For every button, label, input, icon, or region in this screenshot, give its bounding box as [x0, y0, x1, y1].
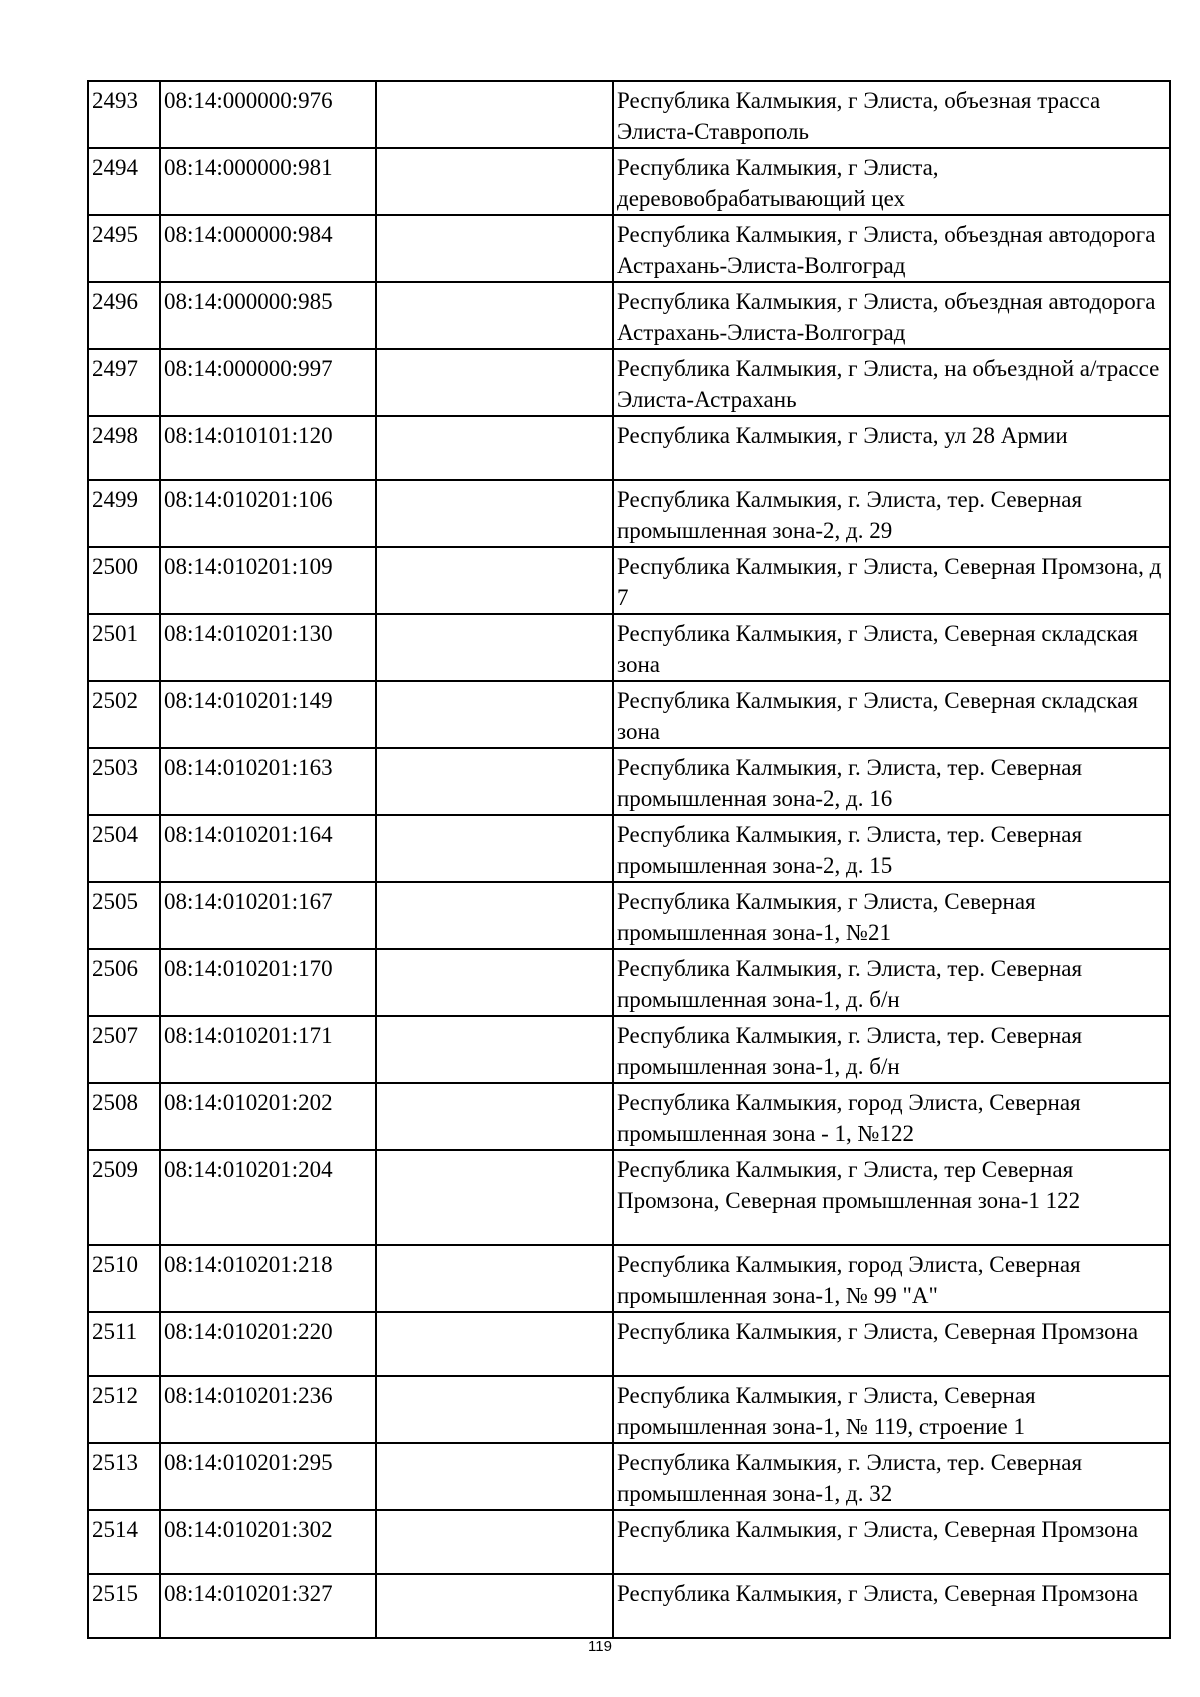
empty-cell — [376, 882, 613, 949]
cadastral-number-cell: 08:14:010201:171 — [160, 1016, 376, 1083]
cadastral-number-cell: 08:14:010201:202 — [160, 1083, 376, 1150]
address-cell: Республика Калмыкия, г Элиста, Северная Промзона, д 7 — [613, 547, 1170, 614]
address-cell: Республика Калмыкия, г. Элиста, тер. Северная промышленная зона-2, д. 16 — [613, 748, 1170, 815]
table-row — [88, 614, 1170, 681]
address-cell: Республика Калмыкия, г Элиста, на объездной а/трассе Элиста-Астрахань — [613, 349, 1170, 416]
row-number-cell: 2496 — [88, 282, 160, 349]
empty-cell — [376, 681, 613, 748]
table-row — [88, 416, 1170, 480]
row-number-cell: 2495 — [88, 215, 160, 282]
cadastral-number-cell: 08:14:010201:163 — [160, 748, 376, 815]
row-number-cell: 2505 — [88, 882, 160, 949]
cadastral-number-cell: 08:14:010201:149 — [160, 681, 376, 748]
row-number-cell: 2509 — [88, 1150, 160, 1245]
cadastral-number-cell: 08:14:010201:106 — [160, 480, 376, 547]
table-row — [88, 547, 1170, 614]
row-number-cell: 2499 — [88, 480, 160, 547]
address-cell: Республика Калмыкия, г. Элиста, тер. Северная промышленная зона-1, д. б/н — [613, 1016, 1170, 1083]
row-number-cell: 2501 — [88, 614, 160, 681]
address-cell: Республика Калмыкия, г Элиста, Северная складская зона — [613, 614, 1170, 681]
table-row — [88, 1312, 1170, 1376]
address-cell: Республика Калмыкия, г. Элиста, тер. Северная промышленная зона-2, д. 29 — [613, 480, 1170, 547]
cadastral-number-cell: 08:14:010201:327 — [160, 1574, 376, 1638]
empty-cell — [376, 282, 613, 349]
address-cell: Республика Калмыкия, г Элиста, Северная Промзона — [613, 1312, 1170, 1376]
table-row — [88, 1150, 1170, 1245]
table-row — [88, 148, 1170, 215]
cadastral-number-cell: 08:14:010201:109 — [160, 547, 376, 614]
table-row — [88, 1376, 1170, 1443]
cadastral-number-cell: 08:14:010201:218 — [160, 1245, 376, 1312]
table-row — [88, 1443, 1170, 1510]
table-row — [88, 1245, 1170, 1312]
cadastral-number-cell: 08:14:010101:120 — [160, 416, 376, 480]
empty-cell — [376, 1083, 613, 1150]
cadastral-number-cell: 08:14:000000:984 — [160, 215, 376, 282]
table-row — [88, 1510, 1170, 1574]
row-number-cell: 2513 — [88, 1443, 160, 1510]
table-row — [88, 349, 1170, 416]
cadastral-number-cell: 08:14:010201:236 — [160, 1376, 376, 1443]
row-number-cell: 2508 — [88, 1083, 160, 1150]
empty-cell — [376, 1443, 613, 1510]
row-number-cell: 2514 — [88, 1510, 160, 1574]
table-row — [88, 882, 1170, 949]
address-cell: Республика Калмыкия, г Элиста, объездная автодорога Астрахань-Элиста-Волгоград — [613, 215, 1170, 282]
table-row — [88, 681, 1170, 748]
empty-cell — [376, 748, 613, 815]
empty-cell — [376, 81, 613, 148]
address-cell: Республика Калмыкия, г. Элиста, тер. Северная промышленная зона-2, д. 15 — [613, 815, 1170, 882]
row-number-cell: 2511 — [88, 1312, 160, 1376]
empty-cell — [376, 148, 613, 215]
cadastral-number-cell: 08:14:010201:167 — [160, 882, 376, 949]
row-number-cell: 2512 — [88, 1376, 160, 1443]
empty-cell — [376, 949, 613, 1016]
table-row — [88, 282, 1170, 349]
cadastral-number-cell: 08:14:010201:130 — [160, 614, 376, 681]
empty-cell — [376, 215, 613, 282]
table-row — [88, 1083, 1170, 1150]
cadastral-number-cell: 08:14:000000:985 — [160, 282, 376, 349]
address-cell: Республика Калмыкия, город Элиста, Северная промышленная зона-1, № 99 "А" — [613, 1245, 1170, 1312]
page-number: 119 — [588, 1638, 612, 1655]
cadastral-number-cell: 08:14:010201:295 — [160, 1443, 376, 1510]
address-cell: Республика Калмыкия, г Элиста, Северная Промзона — [613, 1510, 1170, 1574]
address-cell: Республика Калмыкия, г Элиста, тер Северная Промзона, Северная промышленная зона-1 122 — [613, 1150, 1170, 1245]
address-cell: Республика Калмыкия, г Элиста, Северная Промзона — [613, 1574, 1170, 1638]
empty-cell — [376, 1376, 613, 1443]
cadastral-number-cell: 08:14:000000:997 — [160, 349, 376, 416]
address-cell: Республика Калмыкия, г Элиста, объезная трасса Элиста-Ставрополь — [613, 81, 1170, 148]
empty-cell — [376, 1150, 613, 1245]
row-number-cell: 2507 — [88, 1016, 160, 1083]
row-number-cell: 2500 — [88, 547, 160, 614]
address-cell: Республика Калмыкия, г Элиста, деревовобрабатывающий цех — [613, 148, 1170, 215]
row-number-cell: 2503 — [88, 748, 160, 815]
address-cell: Республика Калмыкия, город Элиста, Северная промышленная зона - 1, №122 — [613, 1083, 1170, 1150]
table-row — [88, 480, 1170, 547]
empty-cell — [376, 1574, 613, 1638]
table-row — [88, 1016, 1170, 1083]
row-number-cell: 2515 — [88, 1574, 160, 1638]
table-row — [88, 81, 1170, 148]
empty-cell — [376, 1510, 613, 1574]
address-cell: Республика Калмыкия, г. Элиста, тер. Северная промышленная зона-1, д. 32 — [613, 1443, 1170, 1510]
empty-cell — [376, 815, 613, 882]
cadastral-number-cell: 08:14:010201:204 — [160, 1150, 376, 1245]
table-row — [88, 748, 1170, 815]
address-cell: Республика Калмыкия, г Элиста, Северная промышленная зона-1, № 119, строение 1 — [613, 1376, 1170, 1443]
address-cell: Республика Калмыкия, г Элиста, объездная автодорога Астрахань-Элиста-Волгоград — [613, 282, 1170, 349]
cadastral-number-cell: 08:14:010201:220 — [160, 1312, 376, 1376]
empty-cell — [376, 349, 613, 416]
cadastral-number-cell: 08:14:010201:302 — [160, 1510, 376, 1574]
row-number-cell: 2498 — [88, 416, 160, 480]
table-row — [88, 215, 1170, 282]
empty-cell — [376, 614, 613, 681]
table-row — [88, 1574, 1170, 1638]
table-row — [88, 949, 1170, 1016]
empty-cell — [376, 1016, 613, 1083]
cadastral-number-cell: 08:14:010201:170 — [160, 949, 376, 1016]
empty-cell — [376, 547, 613, 614]
row-number-cell: 2494 — [88, 148, 160, 215]
row-number-cell: 2506 — [88, 949, 160, 1016]
address-cell: Республика Калмыкия, г Элиста, Северная промышленная зона-1, №21 — [613, 882, 1170, 949]
cadastral-number-cell: 08:14:000000:976 — [160, 81, 376, 148]
registry-table — [87, 80, 1171, 1639]
empty-cell — [376, 1245, 613, 1312]
address-cell: Республика Калмыкия, г. Элиста, тер. Северная промышленная зона-1, д. б/н — [613, 949, 1170, 1016]
table-row — [88, 815, 1170, 882]
cadastral-number-cell: 08:14:010201:164 — [160, 815, 376, 882]
row-number-cell: 2502 — [88, 681, 160, 748]
empty-cell — [376, 1312, 613, 1376]
row-number-cell: 2504 — [88, 815, 160, 882]
row-number-cell: 2493 — [88, 81, 160, 148]
row-number-cell: 2510 — [88, 1245, 160, 1312]
empty-cell — [376, 416, 613, 480]
address-cell: Республика Калмыкия, г Элиста, ул 28 Армии — [613, 416, 1170, 480]
cadastral-number-cell: 08:14:000000:981 — [160, 148, 376, 215]
address-cell: Республика Калмыкия, г Элиста, Северная складская зона — [613, 681, 1170, 748]
row-number-cell: 2497 — [88, 349, 160, 416]
empty-cell — [376, 480, 613, 547]
